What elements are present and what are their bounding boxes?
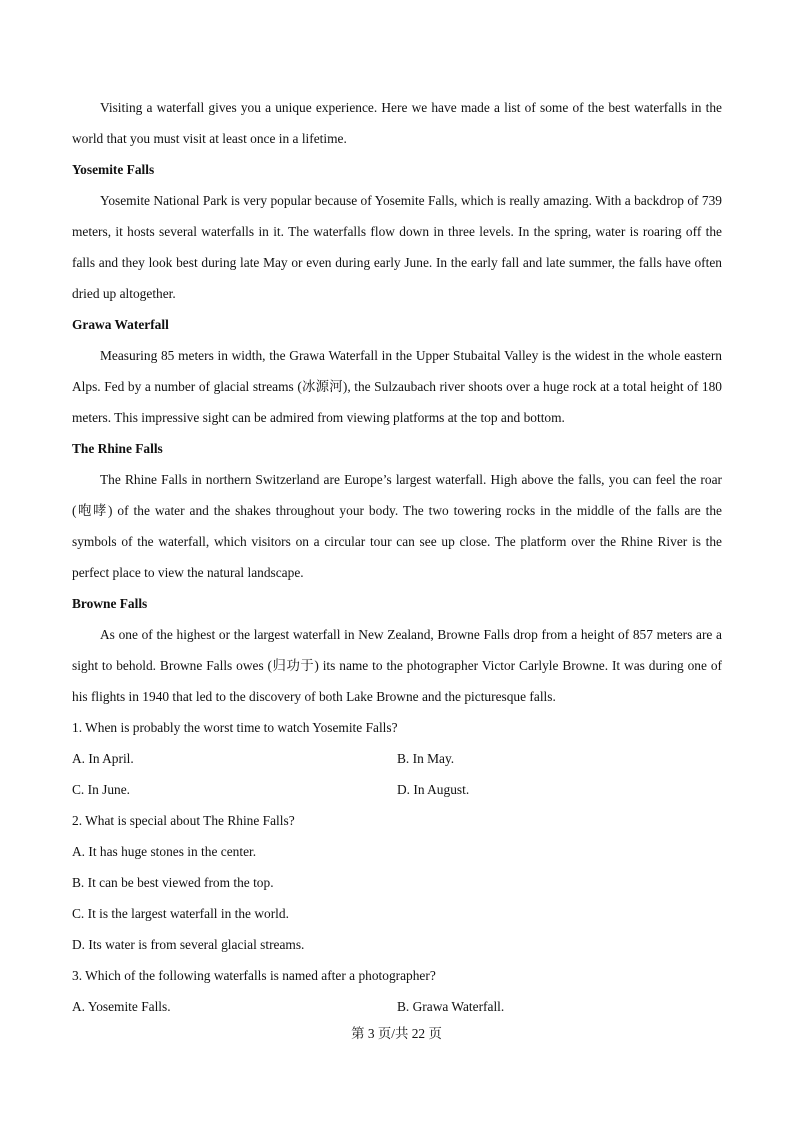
option: B. Grawa Waterfall. bbox=[397, 999, 505, 1014]
section-paragraph: The Rhine Falls in northern Switzerland are Europe’s largest waterfall. High above the falls, you can feel the roar (咆哮) of the water and the shakes throughout your body. The two towering rocks in the middle of the falls are the symbols of the waterfall, which visitors on a circular tour can see up close. The platform over the Rhine River is the perfect place to view the natural landscape. bbox=[72, 472, 722, 580]
question-stem: 2. What is special about The Rhine Falls? bbox=[72, 813, 295, 828]
option: A. It has huge stones in the center. bbox=[72, 844, 257, 859]
option: D. In August. bbox=[397, 782, 470, 797]
section-heading: Browne Falls bbox=[72, 596, 148, 611]
page-number: 第 3 页/共 22 页 bbox=[351, 1026, 442, 1041]
section-paragraph: Yosemite National Park is very popular because of Yosemite Falls, which is really amazing. With a backdrop of 739 meters, it hosts several waterfalls in it. The waterfalls flow down in three levels. In the spring, water is roaring off the falls and they look best during late May or even during early June. In the early fall and late summer, the falls have often dried up altogether. bbox=[72, 193, 722, 301]
option: C. It is the largest waterfall in the world. bbox=[72, 906, 289, 921]
intro-paragraph: Visiting a waterfall gives you a unique experience. Here we have made a list of some of the best waterfalls in the world that you must visit at least once in a lifetime. bbox=[72, 100, 722, 146]
options-row bbox=[72, 991, 722, 1022]
option: D. Its water is from several glacial streams. bbox=[72, 937, 305, 952]
section-paragraph: Measuring 85 meters in width, the Grawa Waterfall in the Upper Stubaital Valley is the widest in the whole eastern Alps. Fed by a number of glacial streams (冰源河), the Sulzaubach river shoots over a huge rock at a total height of 180 meters. This impressive sight can be admired from viewing platforms at the top and bottom. bbox=[72, 348, 722, 425]
options-row bbox=[72, 743, 722, 774]
option: B. In May. bbox=[397, 751, 455, 766]
option: A. Yosemite Falls. bbox=[72, 999, 171, 1014]
section-heading: Yosemite Falls bbox=[72, 162, 155, 177]
question-stem: 3. Which of the following waterfalls is named after a photographer? bbox=[72, 968, 436, 983]
option: B. It can be best viewed from the top. bbox=[72, 875, 274, 890]
option: C. In June. bbox=[72, 782, 131, 797]
question-stem: 1. When is probably the worst time to watch Yosemite Falls? bbox=[72, 720, 398, 735]
document-body bbox=[72, 92, 722, 1022]
section-heading: Grawa Waterfall bbox=[72, 317, 169, 332]
option: A. In April. bbox=[72, 751, 134, 766]
options-row bbox=[72, 774, 722, 805]
section-paragraph: As one of the highest or the largest waterfall in New Zealand, Browne Falls drop from a height of 857 meters are a sight to behold. Browne Falls owes (归功于) its name to the photographer Victor Carlyle Browne. It was during one of his flights in 1940 that led to the discovery of both Lake Browne and the picturesque falls. bbox=[72, 627, 722, 704]
section-heading: The Rhine Falls bbox=[72, 441, 163, 456]
